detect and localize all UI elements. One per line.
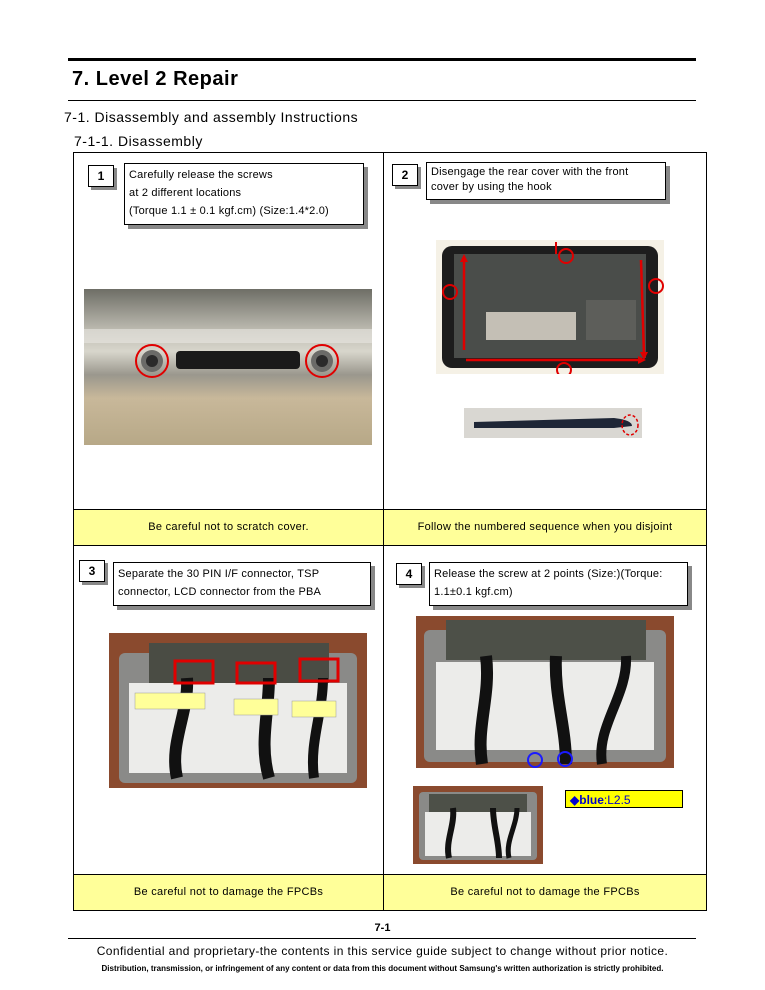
instruction-line: Carefully release the screws (129, 169, 273, 181)
step-4-photo-screws (416, 616, 674, 768)
step-number-2: 2 (392, 164, 418, 186)
section-heading: 7-1. Disassembly and assembly Instructions (64, 109, 359, 125)
legend-level: :L2.5 (603, 793, 631, 807)
step-4-instruction (429, 562, 688, 606)
confidential-notice: Confidential and proprietary-the contents in this service guide subject to change without prior notice. (96, 944, 669, 958)
instruction-line: Separate the 30 PIN I/F connector, TSP (118, 568, 320, 580)
subsection-heading: 7-1-1. Disassembly (74, 133, 203, 149)
caution-note-1: Be careful not to scratch cover. (74, 510, 383, 545)
title-rule (68, 100, 696, 101)
step-2-instruction (426, 162, 666, 200)
instruction-line: connector, LCD connector from the PBA (118, 586, 322, 598)
step-1-instruction (124, 163, 364, 225)
step-number-4: 4 (396, 563, 422, 585)
instruction-line: cover by using the hook (431, 181, 552, 193)
step-number-1: 1 (88, 165, 114, 187)
step-number-3: 3 (79, 560, 105, 582)
instruction-line: Release the screw at 2 points (Size:)(Torque: (434, 568, 663, 580)
step-2-photo-cover (436, 240, 664, 374)
footer-rule (68, 938, 696, 939)
blue-level-legend (565, 790, 683, 808)
diamond-icon: ◆ (570, 793, 580, 807)
instruction-line: Disengage the rear cover with the front (431, 166, 629, 178)
distribution-notice: Distribution, transmission, or infringement of any content or data from this document without Samsung's written authorization is strictly prohibited. (101, 964, 664, 973)
instruction-line: (Torque 1.1 ± 0.1 kgf.cm) (Size:1.4*2.0) (129, 205, 329, 217)
step-1-photo-screws (84, 289, 372, 445)
table-divider (73, 545, 707, 546)
step-2-photo-hook-tool (464, 408, 642, 438)
page-number: 7-1 (374, 922, 391, 934)
caution-note-3: Be careful not to damage the FPCBs (74, 875, 383, 910)
step-3-photo-connectors (109, 633, 367, 788)
page-title: 7. Level 2 Repair (72, 68, 239, 90)
instruction-line: 1.1±0.1 kgf.cm) (434, 586, 513, 598)
caution-note-2: Follow the numbered sequence when you disjoint (384, 510, 706, 545)
top-rule (68, 58, 696, 61)
step-3-instruction (113, 562, 371, 606)
step-4-photo-overview (413, 786, 543, 864)
legend-color-word: blue (579, 793, 604, 807)
instruction-line: at 2 different locations (129, 187, 242, 199)
caution-note-4: Be careful not to damage the FPCBs (384, 875, 706, 910)
